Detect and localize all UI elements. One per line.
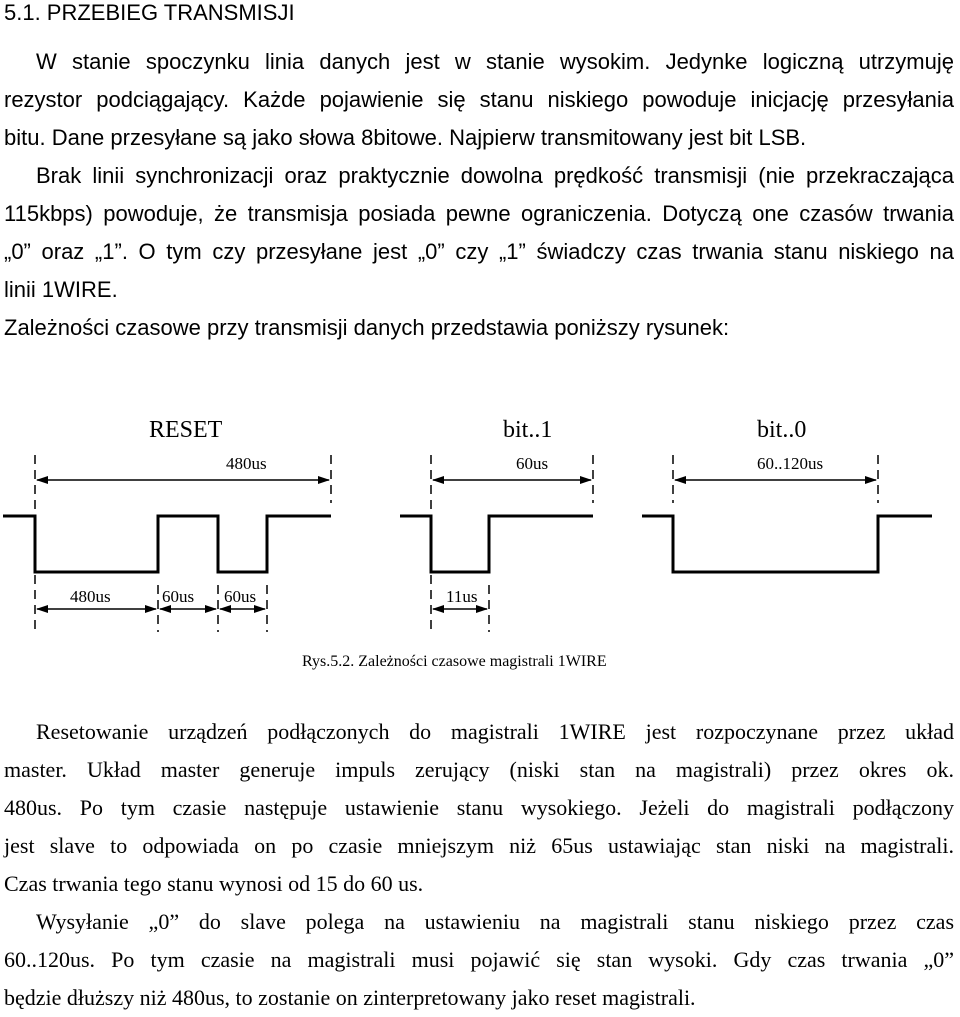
bit1-low-duration-label: 11us [446,587,478,606]
intro-line: „0” oraz „1”. O tym czy przesyłane jest „0” czy „1” świadczy czas trwania stanu niskiego na [4,239,954,264]
intro-line: rezystor podciągający. Każde pojawienie się stanu niskiego powoduje inicjację przesyłania [4,87,954,112]
body-line: Resetowanie urządzeń podłączonych do magistrali 1WIRE jest rozpoczynane przez układ [36,719,954,744]
bit0-duration-label: 60..120us [757,454,824,473]
body-line: master. Układ master generuje impuls zerujący (niski stan na magistrali) przez okres ok. [4,757,954,782]
reset-low-duration-label: 480us [70,587,111,606]
figure-caption: Rys.5.2. Zależności czasowe magistrali 1WIRE [302,653,607,670]
intro-line: bitu. Dane przesyłane są jako słowa 8bitowe. Najpierw transmitowany jest bit LSB. [4,125,807,150]
body-line: 60..120us. Po tym czasie na magistrali musi pojawić się stan wysoki. Gdy czas trwania „0” [4,947,954,972]
body-line: 480us. Po tym czasie następuje ustawienie stanu wysokiego. Jeżeli do magistrali podłączony [4,795,954,820]
intro-line: W stanie spoczynku linia danych jest w stanie wysokim. Jedynke logiczną utrzymuję [36,49,954,74]
intro-line: linii 1WIRE. [4,277,118,302]
body-line: Wysyłanie „0” do slave polega na ustawieniu na magistrali stanu niskiego przez czas [36,909,954,934]
intro-line: Zależności czasowe przy transmisji danych przedstawia poniższy rysunek: [4,315,730,340]
body-line: jest slave to odpowiada on po czasie mniejszym niż 65us ustawiając stan niski na magistrali. [4,833,954,858]
presence-wait-duration-label: 60us [162,587,195,606]
intro-line: Brak linii synchronizacji oraz praktycznie dowolna prędkość transmisji (nie przekraczająca [36,163,954,188]
bit1-duration-label: 60us [516,454,549,473]
section-heading: 5.1. PRZEBIEG TRANSMISJI [4,0,295,25]
presence-pulse-duration-label: 60us [224,587,257,606]
bit1-label: bit..1 [503,417,553,443]
bit0-label: bit..0 [757,417,807,443]
reset-duration-label: 480us [226,454,267,473]
reset-label: RESET [149,417,223,443]
intro-line: 115kbps) powoduje, że transmisja posiada pewne ograniczenia. Dotyczą one czasów trwania [4,201,954,226]
body-line: będzie dłuższy niż 480us, to zostanie on zinterpretowany jako reset magistrali. [4,985,696,1010]
body-line: Czas trwania tego stanu wynosi od 15 do 60 us. [4,871,424,896]
waveform [3,516,932,572]
